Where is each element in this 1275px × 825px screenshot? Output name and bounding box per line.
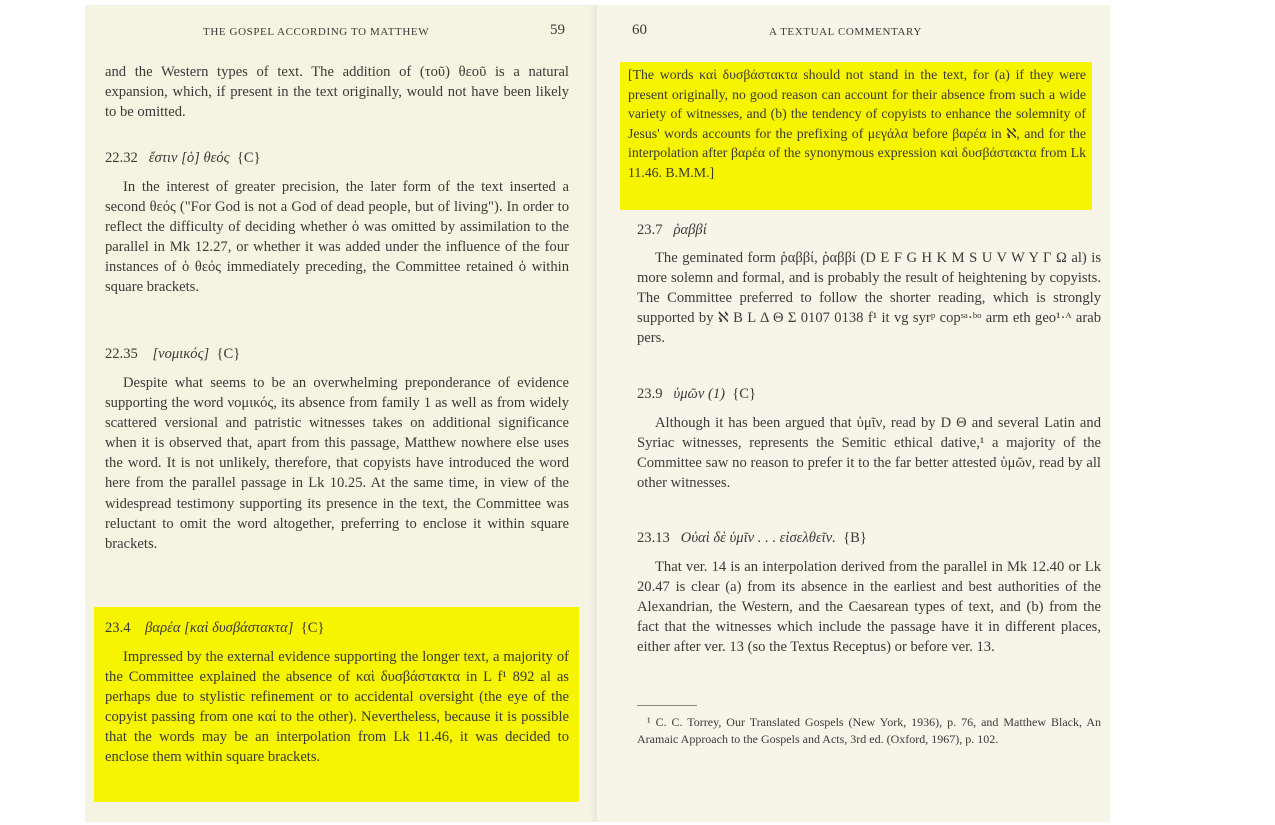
entry-lemma: ῥαββί xyxy=(673,222,707,238)
highlighted-dissent-note xyxy=(620,62,1092,210)
entry-rating: {C} xyxy=(236,150,261,166)
entry-rating: {C} xyxy=(216,346,241,362)
footnote: ¹ C. C. Torrey, Our Translated Gospels (New York, 1936), p. 76, and Matthew Black, An Aramaic Approach to the Gospels and Acts, 3rd ed. (Oxford, 1967), p. 102. xyxy=(637,715,1101,746)
left-page xyxy=(85,5,597,822)
intro-paragraph: and the Western types of text. The addition of (τοῦ) θεοῦ is a natural expansion, which, if present in the text originally, would not have been likely to be omitted. xyxy=(105,64,569,121)
entry-number: 23.4 xyxy=(105,620,131,636)
entry-number: 23.9 xyxy=(637,386,663,402)
entry-rating: {C} xyxy=(732,386,757,402)
entry-rating: {C} xyxy=(300,620,325,636)
entry-number: 23.13 xyxy=(637,530,670,546)
left-running-head: THE GOSPEL ACCORDING TO MATTHEW xyxy=(203,26,430,38)
entry-heading xyxy=(105,618,324,638)
entry-heading xyxy=(637,528,867,548)
entry-lemma: ἔστιν [ὁ] θεός xyxy=(148,150,230,166)
entry-lemma: Οὐαὶ δὲ ὑμῖν . . . εἰσελθεῖν. xyxy=(680,530,836,546)
entry-number: 22.32 xyxy=(105,150,138,166)
entry-text: The geminated form ῥαββί, ῥαββί (D E F G H K M S U V W Y Γ Ω al) is more solemn and formal, and is probably the result of heightening by copyists. The Committee preferred to follow the shorter reading, which is strongly supported by ℵ B L Δ Θ Σ 0107 0138 f¹ it vg syrᵖ copˢᵃ·ᵇᵒ arm eth geo¹·ᴬ arab pers. xyxy=(637,250,1101,347)
footnote-rule xyxy=(637,705,697,706)
entry-lemma: [νομικός] xyxy=(152,346,210,362)
entry-number: 22.35 xyxy=(105,346,138,362)
entry-text: Impressed by the external evidence supporting the longer text, a majority of the Committee explained the absence of καὶ δυσβάστακτα in L f¹ 892 al as perhaps due to stylistic refinement or to accidental oversight (the eye of the copyist passing from one καί to the other). Nevertheless, because it is possible that the words may be an interpolation from Lk 11.46, it was decided to enclose them within square brackets. xyxy=(105,649,569,766)
entry-heading xyxy=(105,344,240,364)
book-spread xyxy=(85,5,1110,822)
entry-text: Despite what seems to be an overwhelming preponderance of evidence supporting the word νομικός, its absence from family 1 as well as from widely scattered versional and patristic witnesses takes on additional significance when it is observed that, apart from this passage, Matthew nowhere else uses the word. It is not unlikely, therefore, that copyists have introduced the word here from the parallel passage in Lk 10.25. At the same time, in view of the widespread testimony supporting its presence in the text, the Committee was reluctant to omit the word altogether, preferring to enclose it within square brackets. xyxy=(105,375,569,552)
right-running-head: A TEXTUAL COMMENTARY xyxy=(769,26,922,38)
dissent-note: [The words καὶ δυσβάστακτα should not stand in the text, for (a) if they were present originally, no good reason can account for their absence from such a wide variety of witnesses, and (b) the tendency of copyists to enhance the solemnity of Jesus' words accounts for the prefixing of μεγάλα before βαρέα in ℵ, and for the interpolation after βαρέα of the synonymous expression καὶ δυσβάστακτα from Lk 11.46. B.M.M.] xyxy=(628,67,1086,180)
entry-text: In the interest of greater precision, the later form of the text inserted a second θεός ("For God is not a God of dead people, but of living"). In order to reflect the difficulty of deciding whether ὁ was omitted by assimilation to the parallel in Mk 12.27, or whether it was added under the influence of the four instances of ὁ θεός immediately preceding, the Committee retained ὁ within square brackets. xyxy=(105,179,569,296)
entry-rating: {B} xyxy=(843,530,867,546)
entry-lemma: βαρέα [καὶ δυσβάστακτα] xyxy=(145,620,294,636)
right-page xyxy=(597,5,1110,822)
right-page-number: 60 xyxy=(632,22,647,38)
entry-text: Although it has been argued that ὑμῖν, read by D Θ and several Latin and Syriac witnesses, represents the Semitic ethical dative,¹ a majority of the Committee saw no reason to prefer it to the far better attested ὑμῶν, read by all other witnesses. xyxy=(637,415,1101,492)
entry-heading xyxy=(637,384,756,404)
entry-heading xyxy=(637,220,707,240)
entry-lemma: ὑμῶν (1) xyxy=(673,386,725,402)
left-page-number: 59 xyxy=(550,22,565,38)
entry-heading xyxy=(105,148,261,168)
highlighted-entry xyxy=(94,607,579,802)
entry-number: 23.7 xyxy=(637,222,663,238)
entry-text: That ver. 14 is an interpolation derived from the parallel in Mk 12.40 or Lk 20.47 is clear (a) from its absence in the earliest and best authorities of the Alexandrian, the Western, and the Caesarean types of text, and (b) from the fact that the witnesses which include the passage have it in different places, either after ver. 13 (so the Textus Receptus) or before ver. 13. xyxy=(637,559,1101,656)
